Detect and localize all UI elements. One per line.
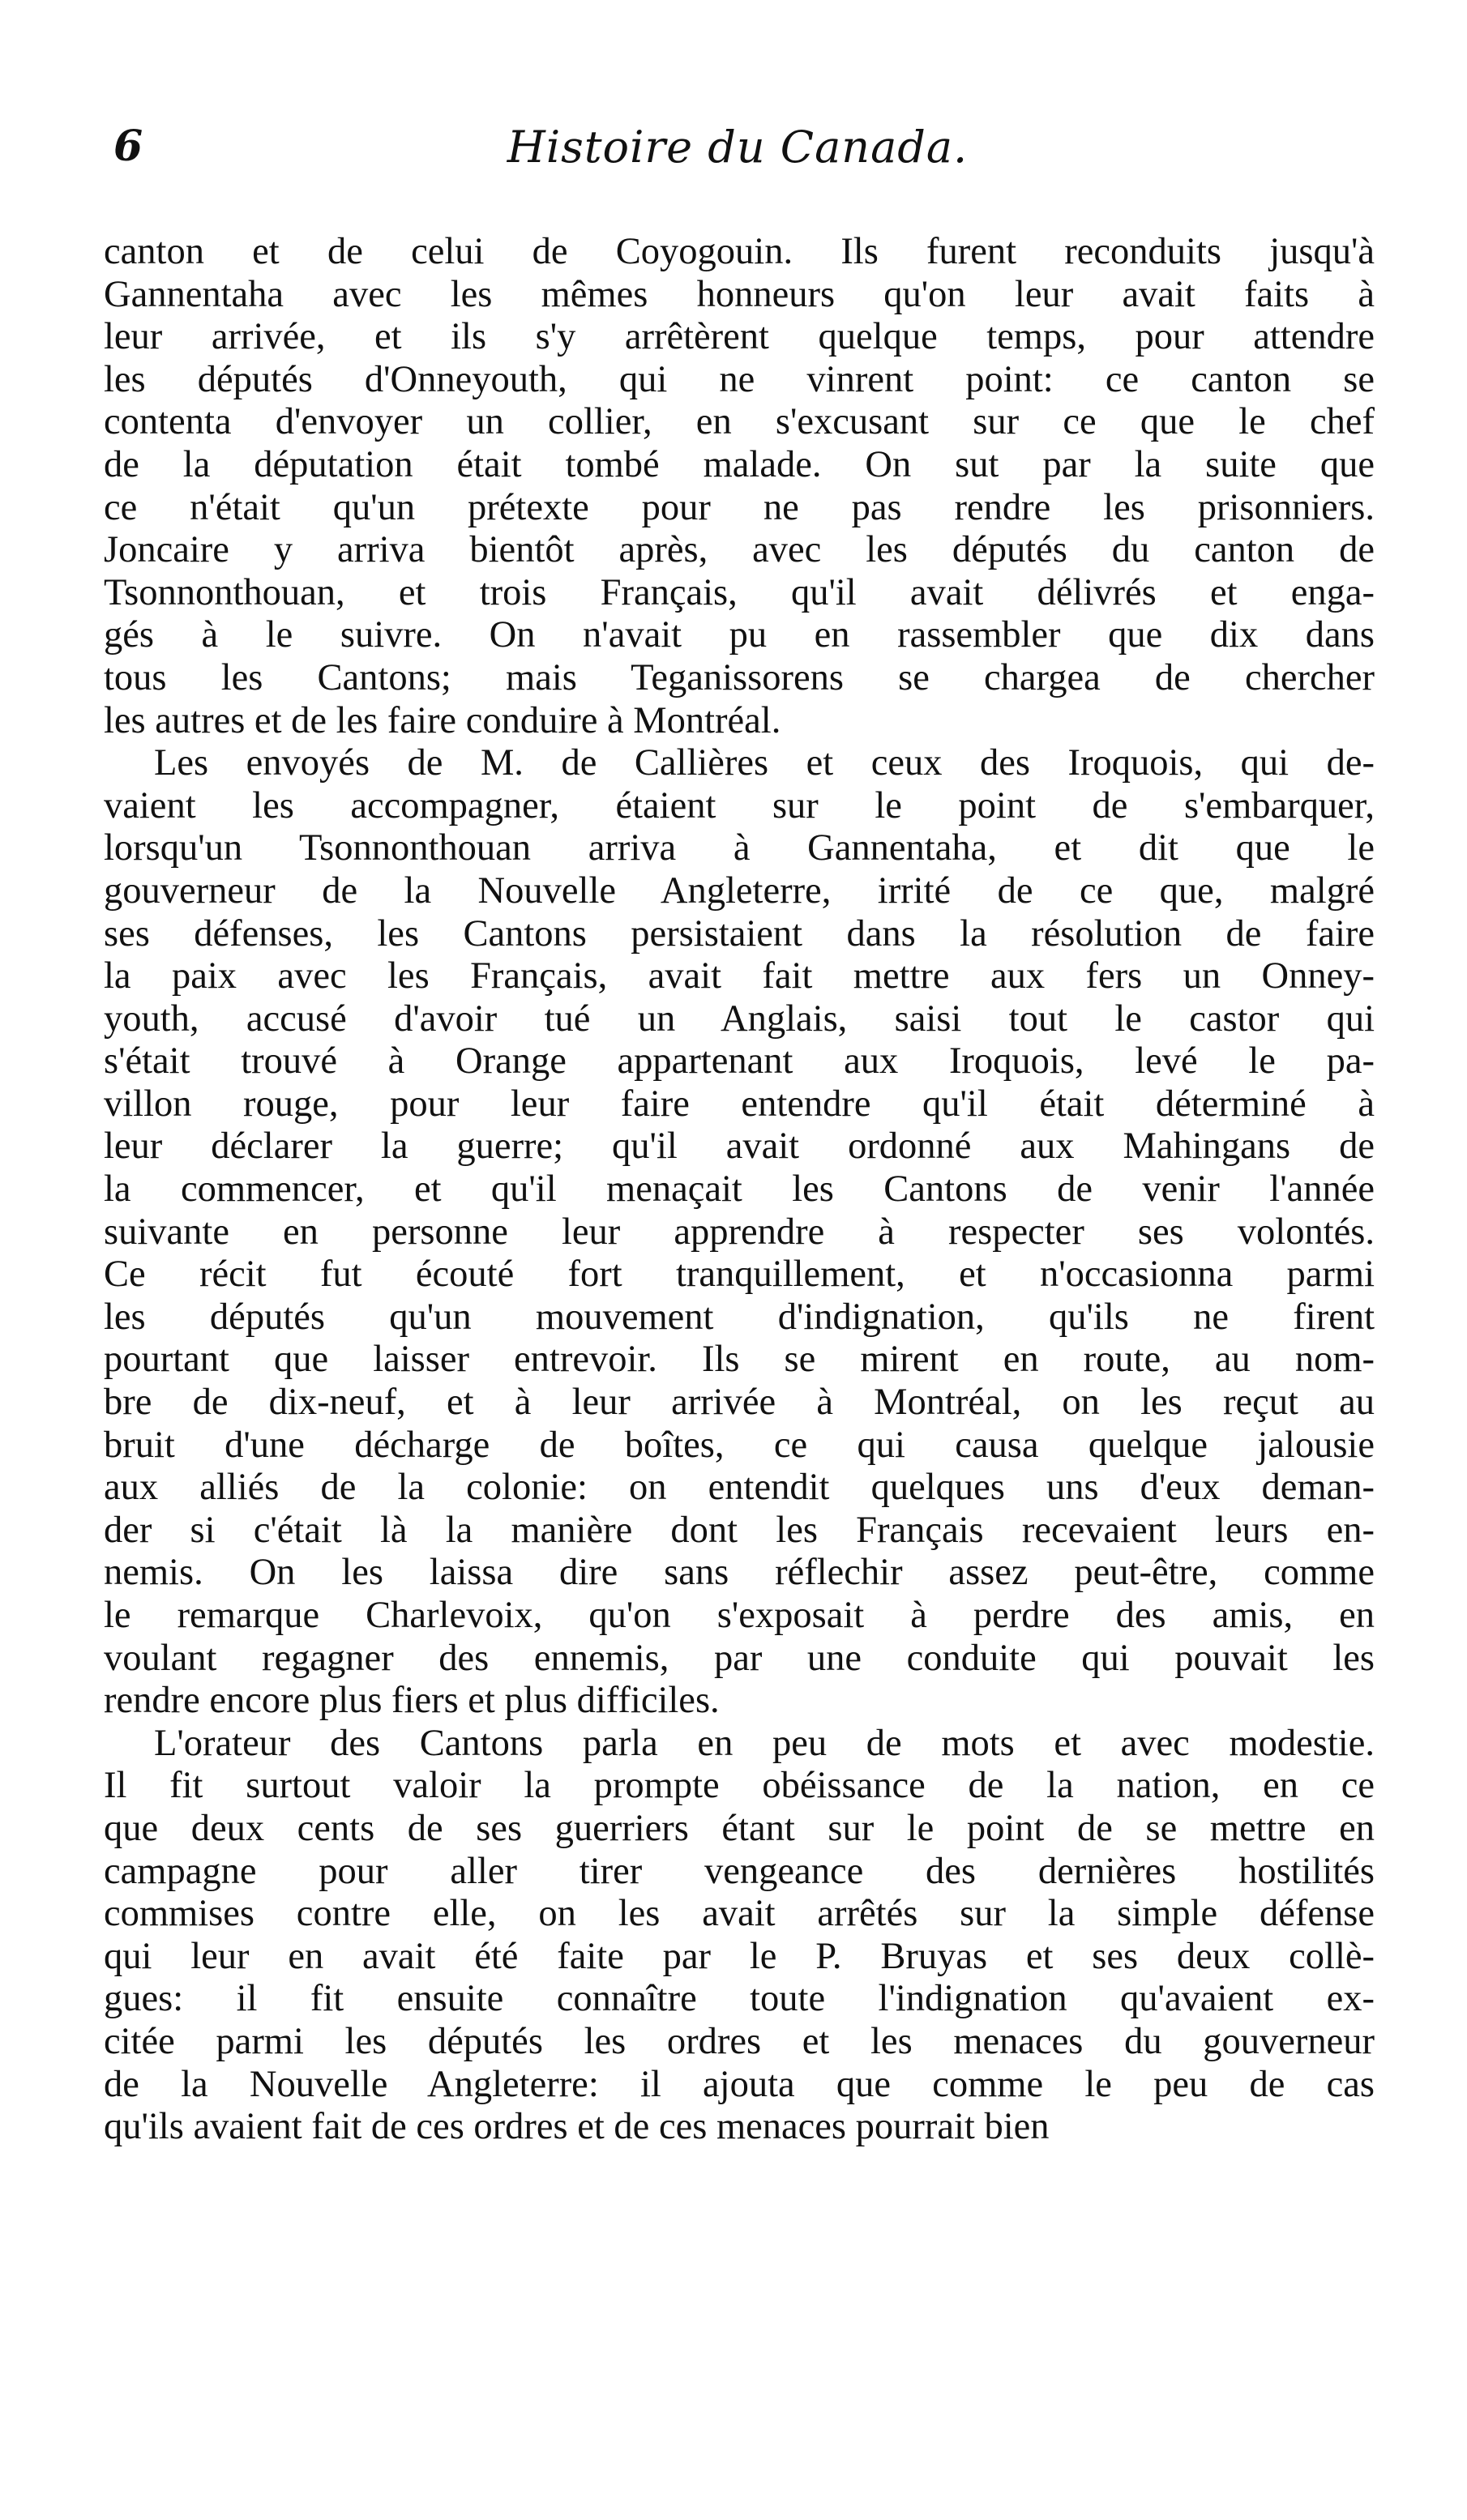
text-line: les autres et de les faire conduire à Montréal.	[104, 699, 781, 741]
text-line: suivante en personne leur apprendre à respecter ses volontés.	[104, 1211, 1375, 1253]
text-line: Ce récit fut écouté fort tranquillement, et n'occasionna parmi	[104, 1254, 1375, 1296]
paragraph	[104, 1723, 1375, 2149]
text-line: villon rouge, pour leur faire entendre qu'il était déterminé à	[104, 1083, 1375, 1125]
text-line: canton et de celui de Coyogouin. Ils furent reconduits jusqu'à	[104, 231, 1375, 272]
text-line: Tsonnonthouan, et trois Français, qu'il avait délivrés et enga-	[104, 571, 1375, 613]
text-line: qu'ils avaient fait de ces ordres et de ces menaces pourrait bien	[104, 2106, 1050, 2148]
text-line: citée parmi les députés les ordres et les menaces du gouverneur	[104, 2020, 1375, 2062]
text-line: rendre encore plus fiers et plus difficiles.	[104, 1680, 720, 1722]
text-line: bre de dix-neuf, et à leur arrivée à Montréal, on les reçut au	[104, 1382, 1375, 1424]
text-line: qui leur en avait été faite par le P. Bruyas et ses deux collè-	[104, 1935, 1375, 1977]
text-line: de la députation était tombé malade. On sut par la suite que	[104, 443, 1375, 485]
paragraph	[104, 742, 1375, 1723]
text-line: la paix avec les Français, avait fait mettre aux fers un Onney-	[104, 955, 1375, 997]
text-line: Gannentaha avec les mêmes honneurs qu'on leur avait faits à	[104, 273, 1375, 315]
text-line: commises contre elle, on les avait arrêtés sur la simple défense	[104, 1893, 1375, 1935]
text-line: la commencer, et qu'il menaçait les Cantons de venir l'année	[104, 1168, 1375, 1211]
page-number: 6	[113, 122, 143, 171]
text-line: contenta d'envoyer un collier, en s'excusant sur ce que le chef	[104, 401, 1375, 443]
running-head	[97, 122, 1378, 186]
text-line: le remarque Charlevoix, qu'on s'exposait à perdre des amis, en	[104, 1595, 1375, 1636]
text-line: tous les Cantons; mais Teganissorens se chargea de chercher	[104, 656, 1375, 698]
text-line: der si c'était là la manière dont les Français recevaient leurs en-	[104, 1509, 1375, 1551]
body-text	[104, 231, 1375, 2149]
text-line: Joncaire y arriva bientôt après, avec les députés du canton de	[104, 529, 1375, 571]
text-line: campagne pour aller tirer vengeance des dernières hostilités	[104, 1850, 1375, 1892]
text-line: gés à le suivre. On n'avait pu en rassembler que dix dans	[104, 614, 1375, 656]
text-line: aux alliés de la colonie: on entendit quelques uns d'eux deman-	[104, 1467, 1375, 1509]
text-line: les députés d'Onneyouth, qui ne vinrent point: ce canton se	[104, 358, 1375, 400]
text-line: les députés qu'un mouvement d'indignation, qu'ils ne firent	[104, 1296, 1375, 1338]
text-line: de la Nouvelle Angleterre: il ajouta que comme le peu de cas	[104, 2063, 1375, 2105]
text-line: gues: il fit ensuite connaître toute l'indignation qu'avaient ex-	[104, 1978, 1375, 2020]
text-line: nemis. On les laissa dire sans réflechir assez peut-être, comme	[104, 1552, 1375, 1594]
paragraph	[104, 231, 1375, 742]
text-line: youth, accusé d'avoir tué un Anglais, saisi tout le castor qui	[104, 997, 1375, 1040]
text-line: ce n'était qu'un prétexte pour ne pas rendre les prisonniers.	[104, 486, 1375, 528]
text-line: vaient les accompagner, étaient sur le point de s'embarquer,	[104, 784, 1375, 826]
text-line: Les envoyés de M. de Callières et ceux des Iroquois, qui de-	[154, 742, 1375, 784]
text-line: pourtant que laisser entrevoir. Ils se mirent en route, au nom-	[104, 1339, 1375, 1381]
text-line: voulant regagner des ennemis, par une conduite qui pouvait les	[104, 1637, 1375, 1679]
text-line: s'était trouvé à Orange appartenant aux Iroquois, levé le pa-	[104, 1040, 1375, 1083]
text-line: leur déclarer la guerre; qu'il avait ordonné aux Mahingans de	[104, 1125, 1375, 1168]
text-line: ses défenses, les Cantons persistaient dans la résolution de faire	[104, 912, 1375, 955]
text-line: L'orateur des Cantons parla en peu de mots et avec modestie.	[154, 1722, 1375, 1764]
text-line: gouverneur de la Nouvelle Angleterre, irrité de ce que, malgré	[104, 869, 1375, 912]
text-line: Il fit surtout valoir la prompte obéissance de la nation, en ce	[104, 1765, 1375, 1807]
text-line: leur arrivée, et ils s'y arrêtèrent quelque temps, pour attendre	[104, 316, 1375, 358]
running-title: Histoire du Canada.	[507, 122, 969, 173]
text-line: bruit d'une décharge de boîtes, ce qui causa quelque jalousie	[104, 1424, 1375, 1466]
text-line: que deux cents de ses guerriers étant sur le point de se mettre en	[104, 1807, 1375, 1849]
text-line: lorsqu'un Tsonnonthouan arriva à Gannentaha, et dit que le	[104, 827, 1375, 869]
